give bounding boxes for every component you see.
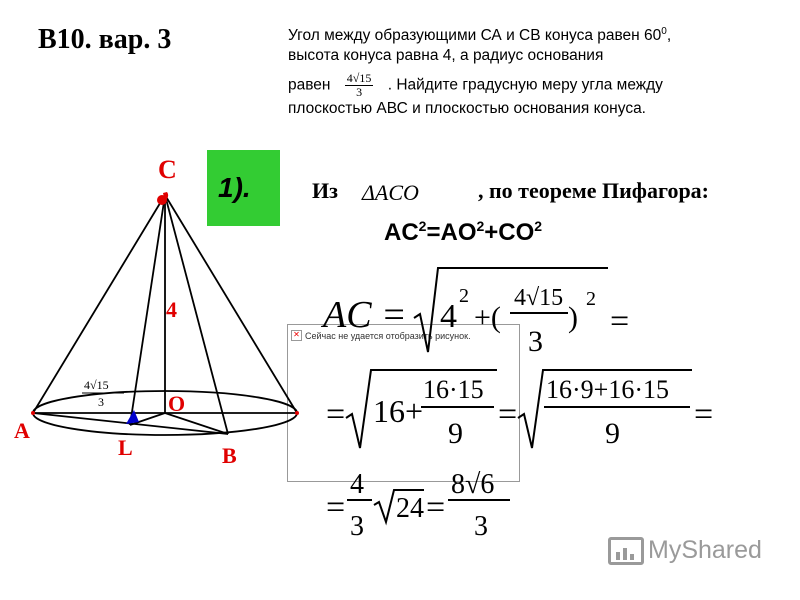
math-line-2 [326, 370, 713, 450]
logo-text: MyShared [648, 536, 762, 564]
radius-denominator: 3 [356, 85, 363, 100]
math-eq3: = [498, 396, 518, 433]
math-frac-num: 4√15 [514, 285, 564, 311]
math-frac4-den: 3 [350, 511, 364, 542]
presentation-icon [608, 537, 644, 565]
math-root24: 24 [396, 493, 424, 524]
problem-line1: Угол между образующими СА и СВ конуса равен 60 [288, 27, 662, 45]
math-sup2-b: 2 [586, 288, 596, 310]
math-eq2: = [326, 396, 346, 433]
math-eq1: = [610, 303, 630, 340]
broken-image-icon: ✕ [291, 330, 302, 341]
step-from: Из [312, 178, 338, 203]
diagram-radius-num: 4√15 [84, 378, 109, 392]
missing-image-text: Сейчас не удается отобразить рисунок. [305, 330, 471, 341]
label-o: O [168, 391, 186, 416]
math-close-paren: ) [568, 301, 578, 334]
math-eq5: = [326, 489, 346, 526]
label-c: C [158, 155, 177, 184]
math-line-3 [326, 469, 510, 542]
label-height: 4 [166, 297, 177, 322]
diagram-radius-den: 3 [98, 395, 104, 409]
triangle-aco: ΔACO [362, 180, 419, 205]
formula-ao: =AO [426, 219, 477, 246]
math-frac4-num: 4 [350, 469, 364, 500]
slide-title: В10. вар. 3 [38, 24, 172, 55]
math-frac2-den: 9 [448, 417, 463, 450]
math-frac3-num: 16·9+16·15 [546, 375, 669, 404]
math-line-1 [320, 268, 629, 358]
math-plus-paren: +( [474, 301, 501, 334]
label-b: B [222, 443, 237, 468]
math-ac-lhs: AC = [323, 294, 407, 336]
math-frac5-den: 3 [474, 511, 488, 542]
problem-line1-end: , [666, 27, 672, 45]
degree-sup: 0 [661, 26, 667, 37]
point-a-dot [31, 411, 35, 415]
math-four: 4 [440, 298, 457, 335]
formula-ac: AC [384, 219, 419, 246]
formula-co: +CO [484, 219, 535, 246]
formula-sq1: 2 [418, 218, 427, 234]
problem-line3-start: равен [288, 76, 331, 94]
problem-line3-end: . Найдите градусную меру угла между [387, 76, 663, 94]
problem-line2: высота конуса равна 4, а радиус основания [288, 47, 604, 65]
problem-line4: плоскостью АВС и плоскостью основания конуса. [288, 100, 646, 118]
radius-numerator: 4√15 [346, 71, 372, 86]
math-frac2-num: 16·15 [423, 375, 484, 404]
label-a: A [14, 418, 30, 443]
math-eq6: = [426, 489, 446, 526]
label-l: L [118, 435, 133, 460]
step-label: 1). [218, 172, 251, 203]
math-frac-den: 3 [528, 325, 543, 358]
point-right-dot [295, 411, 299, 415]
myshared-logo [608, 536, 762, 565]
generator-right [165, 195, 297, 413]
pythagoras-text: , по теореме Пифагора: [478, 178, 710, 203]
math-sup2-a: 2 [459, 285, 469, 307]
math-eq4: = [694, 396, 714, 433]
formula-sq3: 2 [534, 218, 543, 234]
cone-figure [33, 195, 297, 435]
math-frac5-num: 8√6 [451, 469, 495, 500]
formula-sq2: 2 [476, 218, 485, 234]
math-frac3-den: 9 [605, 417, 620, 450]
math-sixteen-plus: 16+ [373, 393, 424, 429]
